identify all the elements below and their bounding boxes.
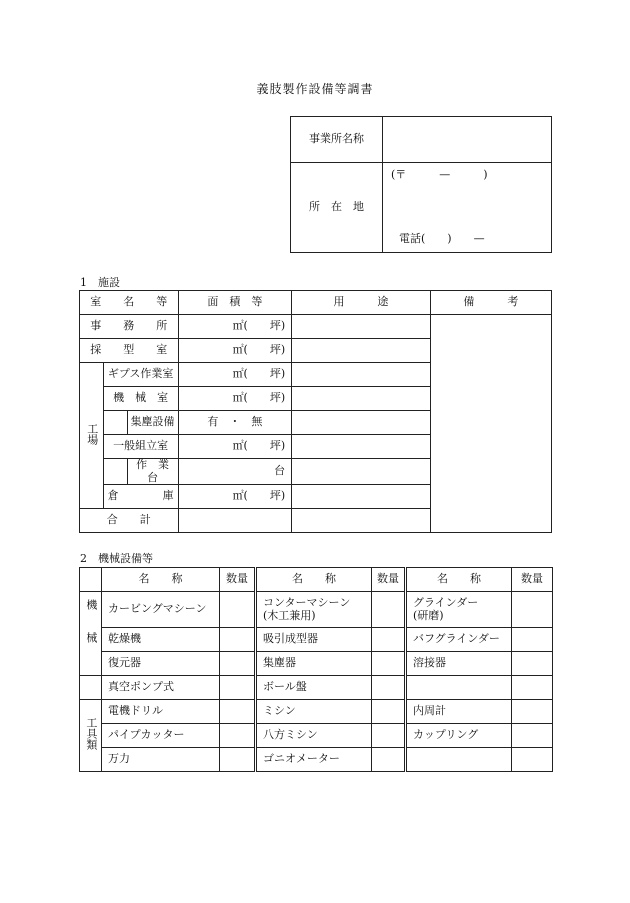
equip-name: 真空ポンプ式 (102, 676, 220, 700)
dust-value[interactable]: 有 ・ 無 (178, 411, 292, 435)
row-assembly: 一般組立室 (103, 435, 178, 459)
equip-qty[interactable] (512, 592, 553, 628)
section2-heading: 2 機械設備等 (80, 552, 153, 565)
area-unit[interactable]: ㎡( 坪) (178, 485, 292, 509)
equip-name (406, 748, 512, 772)
group-tools-label: 工具類 (80, 700, 102, 772)
equip-name: ゴニオメーター (256, 748, 372, 772)
header-name-1: 名 称 (102, 568, 220, 592)
row-storage: 倉 庫 (103, 485, 178, 509)
equip-name: ミシン (256, 700, 372, 724)
use-cell[interactable] (292, 387, 431, 411)
equip-qty[interactable] (372, 592, 406, 628)
header-qty-2: 数量 (372, 568, 406, 592)
remarks-cell[interactable] (430, 315, 551, 533)
equip-qty[interactable] (220, 748, 256, 772)
document-title: 義肢製作設備等調書 (256, 82, 374, 96)
use-cell[interactable] (292, 459, 431, 485)
equip-qty[interactable] (372, 676, 406, 700)
equip-name: 復元器 (102, 652, 220, 676)
equip-qty[interactable] (512, 628, 553, 652)
area-unit[interactable]: ㎡( 坪) (178, 435, 292, 459)
equip-qty[interactable] (220, 700, 256, 724)
location-label: 所 在 地 (291, 163, 383, 253)
header-name-2: 名 称 (256, 568, 372, 592)
postal-line: (〒 — ) (391, 168, 488, 181)
use-cell[interactable] (292, 339, 431, 363)
header-remarks: 備 考 (430, 291, 551, 315)
equip-name: バフグラインダー (406, 628, 512, 652)
equip-name: カップリング (406, 724, 512, 748)
equip-qty[interactable] (220, 652, 256, 676)
group-machine-label: 機械 (80, 592, 102, 676)
equip-name: グラインダー (研磨) (406, 592, 512, 628)
row-gypsum: ギプス作業室 (103, 363, 178, 387)
area-unit[interactable]: ㎡( 坪) (178, 339, 292, 363)
equip-qty[interactable] (372, 748, 406, 772)
use-cell[interactable] (292, 363, 431, 387)
use-cell[interactable] (292, 411, 431, 435)
equip-name: 溶接器 (406, 652, 512, 676)
equip-qty[interactable] (372, 628, 406, 652)
row-workbench: 作 業 台 (127, 459, 178, 485)
equip-name: 内周計 (406, 700, 512, 724)
location-field[interactable] (383, 163, 552, 253)
equip-name: 吸引成型器 (256, 628, 372, 652)
equip-qty[interactable] (220, 592, 256, 628)
header-qty-1: 数量 (220, 568, 256, 592)
row-machine: 機 械 室 (103, 387, 178, 411)
total-area-cell[interactable] (178, 509, 292, 533)
group-spacer (80, 676, 102, 700)
row-jimusho: 事 務 所 (80, 315, 179, 339)
equip-name: 集塵器 (256, 652, 372, 676)
office-name-label: 事業所名称 (291, 117, 383, 163)
equip-qty[interactable] (220, 628, 256, 652)
equip-qty[interactable] (220, 724, 256, 748)
header-qty-3: 数量 (512, 568, 553, 592)
equip-qty[interactable] (512, 700, 553, 724)
corner-cell (80, 568, 102, 592)
facility-table (79, 290, 552, 533)
use-cell[interactable] (292, 315, 431, 339)
section1-heading: 1 施設 (80, 276, 120, 289)
equip-qty[interactable] (220, 676, 256, 700)
equip-name (406, 676, 512, 700)
workbench-unit[interactable]: 台 (178, 459, 292, 485)
use-cell[interactable] (292, 485, 431, 509)
equip-qty[interactable] (372, 700, 406, 724)
equip-name: パイプカッター (102, 724, 220, 748)
area-unit[interactable]: ㎡( 坪) (178, 315, 292, 339)
phone-line: 電話( ) — (399, 232, 485, 246)
equip-qty[interactable] (512, 724, 553, 748)
area-unit[interactable]: ㎡( 坪) (178, 363, 292, 387)
area-unit[interactable]: ㎡( 坪) (178, 387, 292, 411)
office-info-table (290, 116, 552, 253)
equip-name: ボール盤 (256, 676, 372, 700)
use-cell[interactable] (292, 435, 431, 459)
office-name-field[interactable] (383, 117, 552, 163)
header-use: 用 途 (292, 291, 431, 315)
row-saikei: 採 型 室 (80, 339, 179, 363)
equip-name: 電機ドリル (102, 700, 220, 724)
header-area: 面 積 等 (178, 291, 292, 315)
row-total: 合 計 (80, 509, 179, 533)
factory-group-label: 工場 (80, 363, 104, 509)
equip-name: 八方ミシン (256, 724, 372, 748)
equip-qty[interactable] (372, 724, 406, 748)
equipment-table (79, 567, 553, 772)
equip-qty[interactable] (512, 652, 553, 676)
header-name-3: 名 称 (406, 568, 512, 592)
row-dust: 集塵設備 (127, 411, 178, 435)
equip-qty[interactable] (512, 676, 553, 700)
header-room: 室 名 等 (80, 291, 179, 315)
equip-name: 万力 (102, 748, 220, 772)
equip-qty[interactable] (512, 748, 553, 772)
equip-name: 乾燥機 (102, 628, 220, 652)
equip-name: コンターマシーン (木工兼用) (256, 592, 372, 628)
total-use-cell[interactable] (292, 509, 431, 533)
equip-name: カービングマシーン (102, 592, 220, 628)
equip-qty[interactable] (372, 652, 406, 676)
